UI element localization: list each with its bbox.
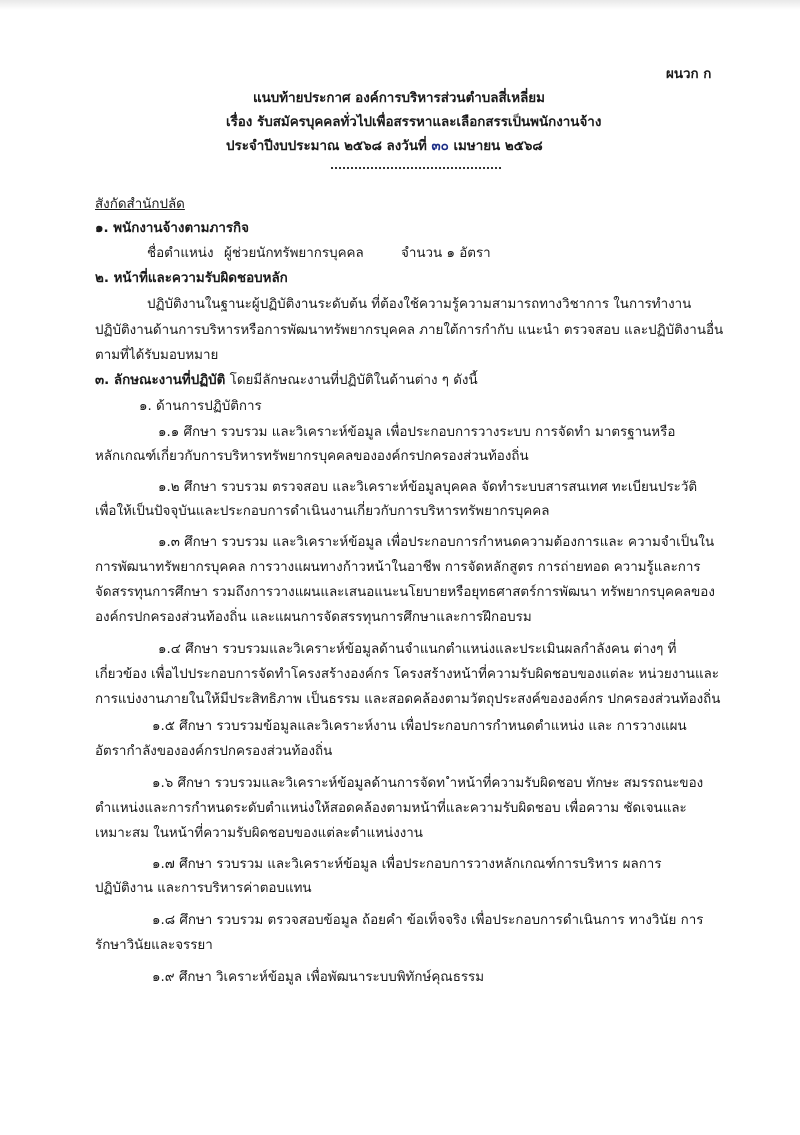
section3-heading — [95, 372, 478, 390]
header-date-suffix: เมษายน ๒๕๖๘ — [448, 139, 543, 154]
scan-edge-shadow — [0, 0, 800, 10]
section3-heading-bold: ๓. ลักษณะงานที่ปฏิบัติ — [95, 373, 226, 388]
department-label: สังกัดสำนักปลัด — [95, 197, 185, 212]
item-line: เหมาะสม ในหน้าที่ความรับผิดชอบของแต่ละตำแหน่งงาน — [95, 826, 423, 841]
item-line: ๑.๗ ศึกษา รวบรวม และวิเคราะห์ข้อมูล เพื่อประกอบการวางหลักเกณฑ์การบริหาร ผลการ — [152, 857, 662, 872]
item-line: จัดสรรทุนการศึกษา รวมถึงการวางแผนและเสนอแนะนโยบายหรือยุทธศาสตร์การพัฒนา ทรัพยากรบุคคลของ — [95, 585, 715, 600]
item-line: ๑.๘ ศึกษา รวบรวม ตรวจสอบข้อมูล ถ้อยคำ ข้อเท็จจริง เพื่อประกอบการดำเนินการ ทางวินัย การ — [152, 913, 704, 928]
item-line: ตำแหน่งและการกำหนดระดับตำแหน่งให้สอดคล้องตามหน้าที่และความรับผิดชอบ เพื่อความ ชัดเจนและ — [95, 801, 687, 816]
position-quantity: จำนวน ๑ อัตรา — [401, 246, 491, 261]
section3-heading-rest: โดยมีลักษณะงานที่ปฏิบัติในด้านต่าง ๆ ดังนี้ — [225, 373, 478, 388]
item-line: การแบ่งงานภายในให้มีประสิทธิภาพ เป็นธรรม และสอดคล้องตามวัตถุประสงค์ขององค์กร ปกครองส่วนท้องถิ่น — [95, 692, 721, 707]
section2-heading: ๒. หน้าที่และความรับผิดชอบหลัก — [95, 271, 288, 286]
item-line: เกี่ยวข้อง เพื่อไปประกอบการจัดทำโครงสร้างองค์กร โครงสร้างหน้าที่ความรับผิดชอบของแต่ละ หน่วยงานและ — [95, 667, 719, 682]
header-date-prefix: ประจำปีงบประมาณ ๒๕๖๘ ลงวันที่ — [226, 139, 432, 154]
header-line-2: เรื่อง รับสมัครบุคคลทั่วไปเพื่อสรรหาและเลือกสรรเป็นพนักงานจ้าง — [226, 115, 602, 130]
item-line: ๑.๓ ศึกษา รวบรวม และวิเคราะห์ข้อมูล เพื่อประกอบการกำหนดความต้องการและ ความจำเป็นใน — [158, 535, 715, 550]
item-line: ๑.๔ ศึกษา รวบรวมและวิเคราะห์ข้อมูลด้านจำแนกตำแหน่งและประเมินผลกำลังคน ต่างๆ ที่ — [158, 642, 677, 657]
item-line: ๑.๕ ศึกษา รวบรวมข้อมูลและวิเคราะห์งาน เพื่อประกอบการกำหนดตำแหน่ง และ การวางแผน — [152, 719, 687, 734]
header-date-day: ๓๐ — [431, 139, 449, 154]
item-line: ๑.๒ ศึกษา รวบรวม ตรวจสอบ และวิเคราะห์ข้อมูลบุคคล จัดทำระบบสารสนเทศ ทะเบียนประวัติ — [158, 480, 698, 495]
header-line-3 — [226, 138, 543, 156]
section2-line: ปฏิบัติงานด้านการบริหารหรือการพัฒนาทรัพยากรบุคคล ภายใต้การกำกับ แนะนำ ตรวจสอบ และปฏิบัติงานอื่น — [95, 323, 724, 338]
item-line: องค์กรปกครองส่วนท้องถิ่น และแผนการจัดสรรทุนการศึกษาและการฝึกอบรม — [95, 610, 532, 625]
section1-heading: ๑. พนักงานจ้างตามภารกิจ — [95, 221, 249, 236]
header-line-1: แนบท้ายประกาศ องค์การบริหารส่วนตำบลสี่เหลี่ยม — [253, 91, 545, 106]
item-line: ๑.๑ ศึกษา รวบรวม และวิเคราะห์ข้อมูล เพื่อประกอบการวางระบบ การจัดทำ มาตรฐานหรือ — [158, 425, 676, 440]
item-line: อัตรากำลังขององค์กรปกครองส่วนท้องถิ่น — [95, 744, 333, 759]
section2-line: ตามที่ได้รับมอบหมาย — [95, 348, 219, 363]
position-label: ชื่อตำแหน่ง — [147, 246, 214, 261]
section3-subheading: ๑. ด้านการปฏิบัติการ — [139, 399, 262, 414]
section2-line: ปฏิบัติงานในฐานะผู้ปฏิบัติงานระดับต้น ที่ต้องใช้ความรู้ความสามารถทางวิชาการ ในการทำงาน — [147, 297, 692, 312]
position-name: ผู้ช่วยนักทรัพยากรบุคคล — [224, 246, 364, 261]
item-line: เพื่อให้เป็นปัจจุบันและประกอบการดำเนินงานเกี่ยวกับการบริหารทรัพยากรบุคคล — [95, 504, 550, 519]
item-line: ๑.๙ ศึกษา วิเคราะห์ข้อมูล เพื่อพัฒนาระบบพิทักษ์คุณธรรม — [152, 970, 485, 985]
item-line: รักษาวินัยและจรรยา — [95, 938, 213, 953]
item-line: ๑.๖ ศึกษา รวบรวมและวิเคราะห์ข้อมูลด้านการจัดท ำหน้าที่ความรับผิดชอบ ทักษะ สมรรถนะของ — [152, 776, 704, 791]
annex-label: ผนวก ก — [666, 67, 712, 82]
item-line: หลักเกณฑ์เกี่ยวกับการบริหารทรัพยากรบุคคลขององค์กรปกครองส่วนท้องถิ่น — [95, 449, 529, 464]
dotted-separator — [331, 167, 501, 169]
item-line: การพัฒนาทรัพยากรบุคคล การวางแผนทางก้าวหน้าในอาชีพ การจัดหลักสูตร การถ่ายทอด ความรู้และการ — [95, 560, 701, 575]
item-line: ปฏิบัติงาน และการบริหารค่าตอบแทน — [95, 881, 312, 896]
